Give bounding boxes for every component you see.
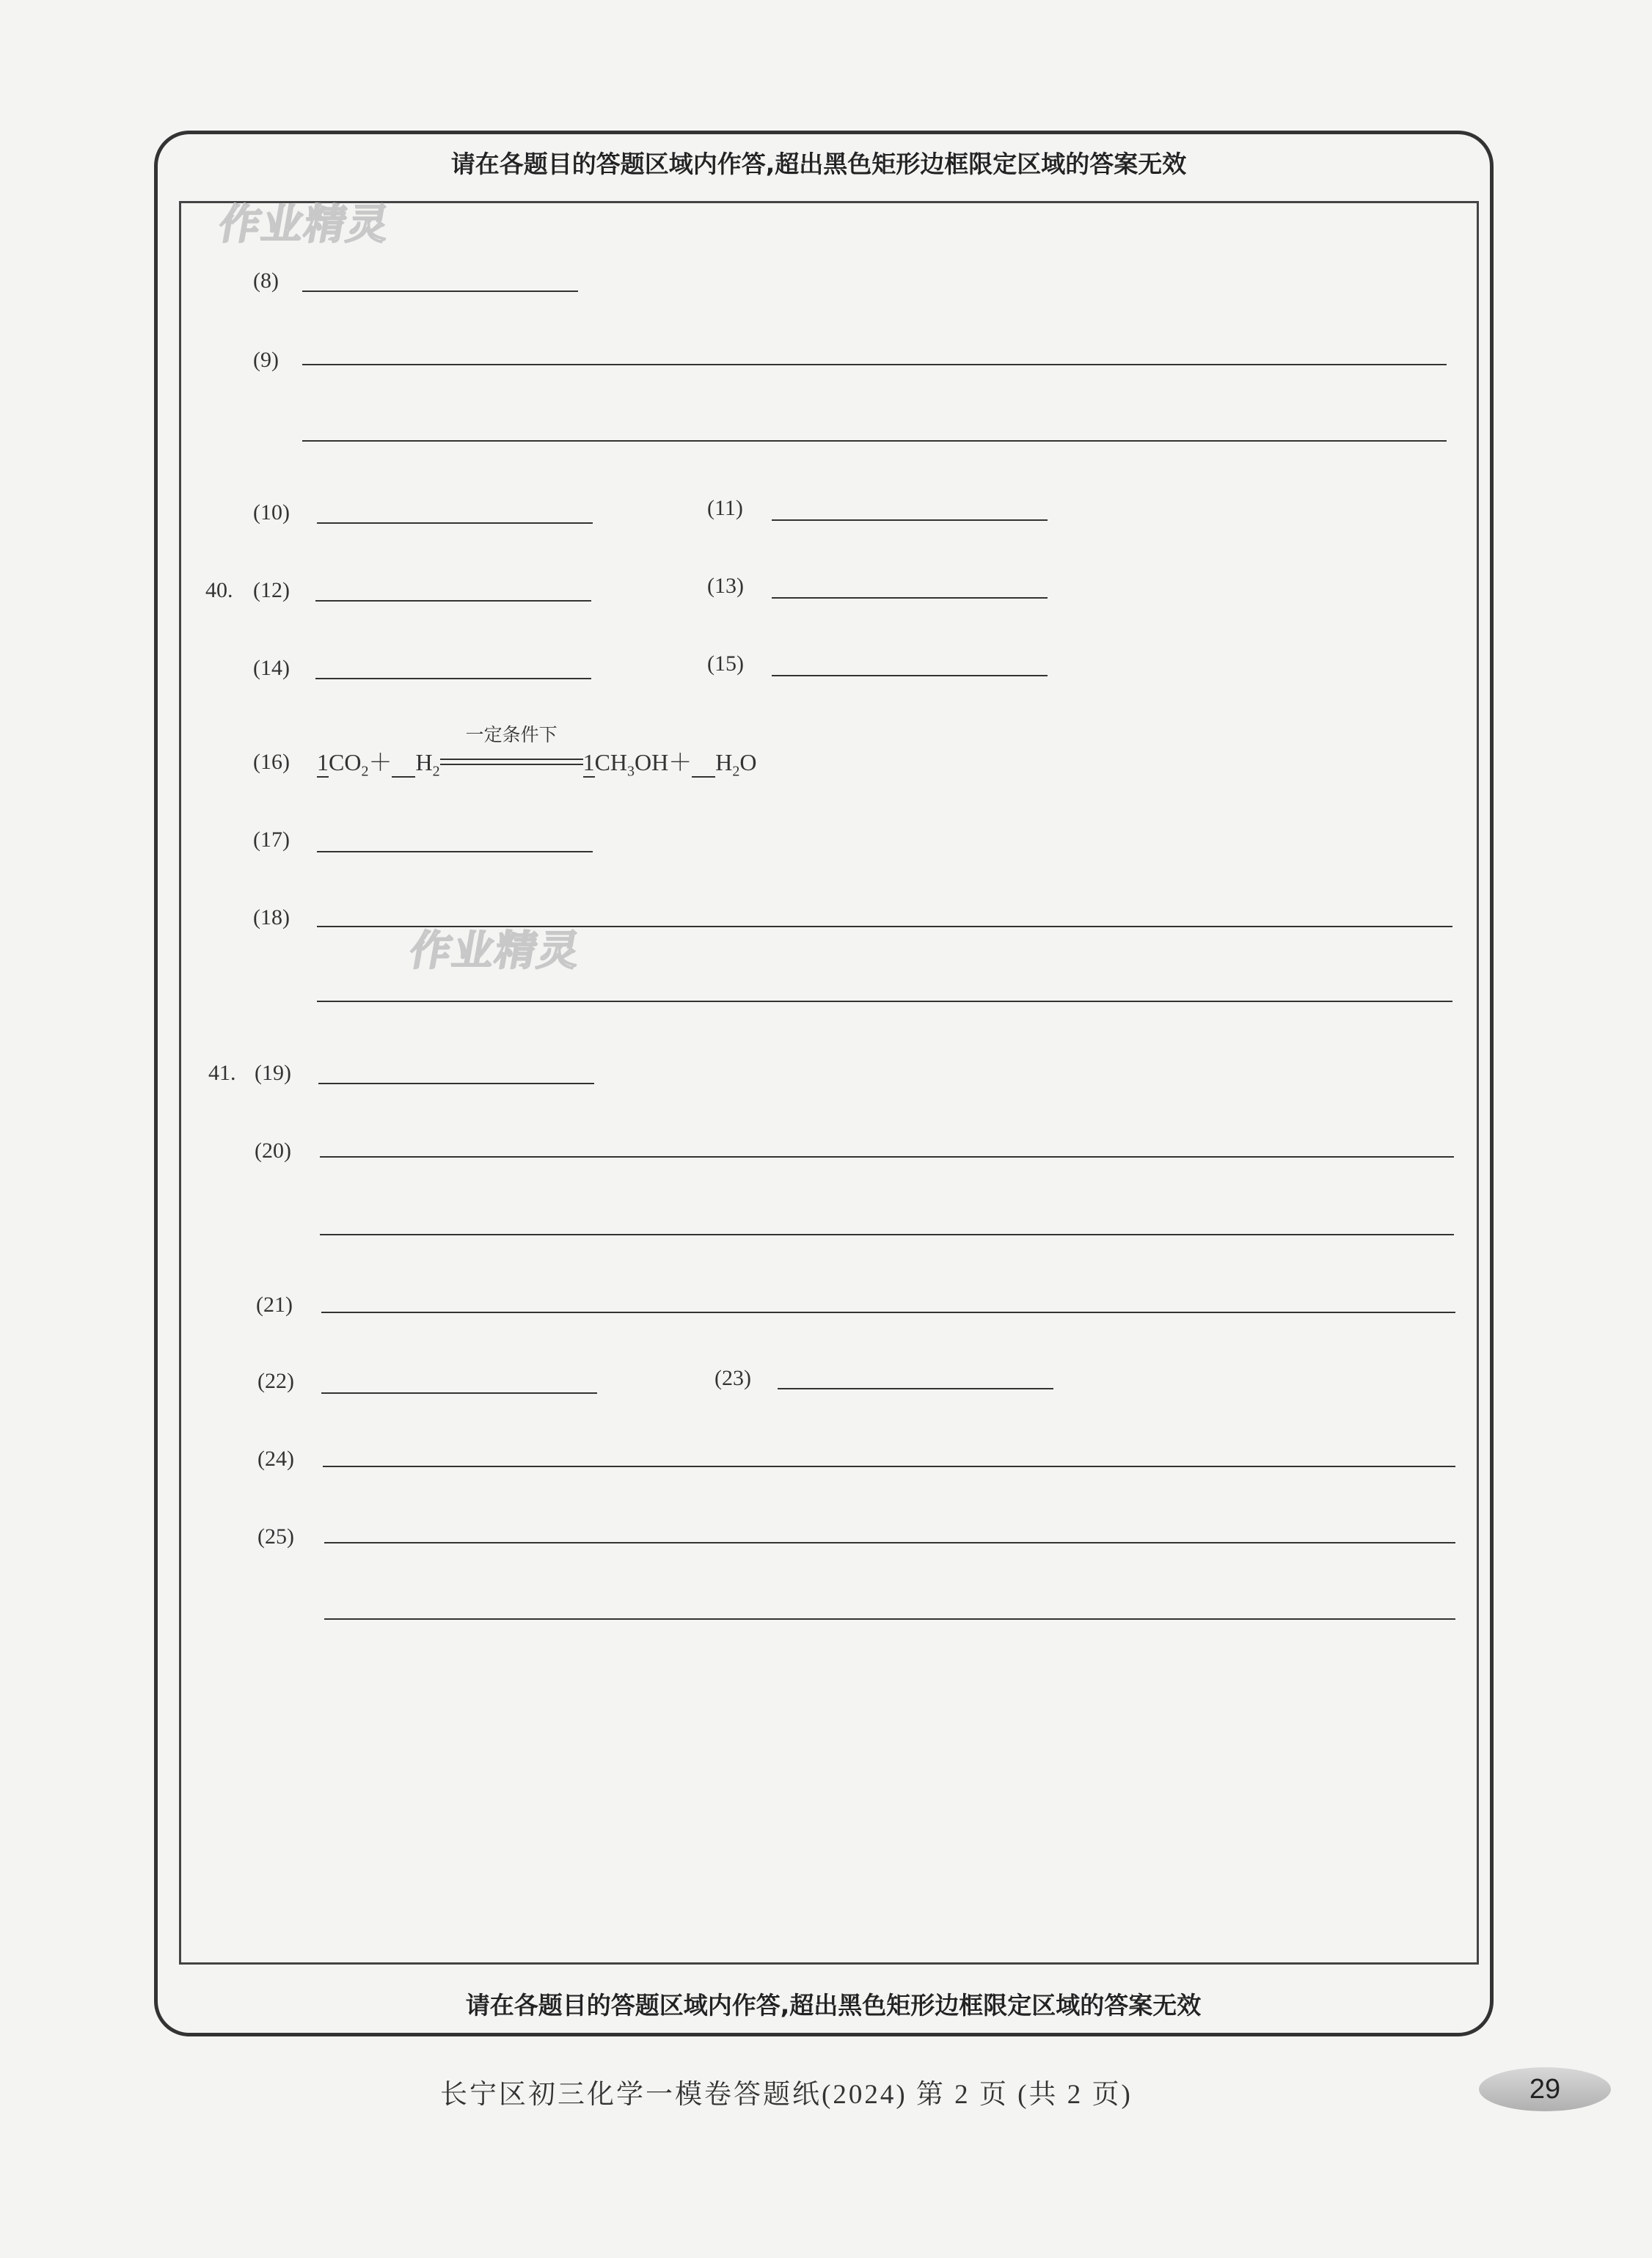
question-label-20: (20) xyxy=(255,1139,291,1163)
equals-sign-icon xyxy=(440,759,583,765)
answer-line-15[interactable] xyxy=(772,675,1048,676)
answer-line-20b[interactable] xyxy=(320,1234,1454,1235)
page-footer: 长宁区初三化学一模卷答题纸(2024) 第 2 页 (共 2 页) xyxy=(440,2080,1133,2110)
answer-line-9b[interactable] xyxy=(302,440,1447,442)
answer-line-11[interactable] xyxy=(772,519,1048,521)
formula-ch3oh-tail: OH xyxy=(635,749,669,775)
question-label-11: (11) xyxy=(707,496,743,520)
subscript-h2: 2 xyxy=(432,763,440,780)
answer-line-13[interactable] xyxy=(772,597,1048,599)
answer-line-8[interactable] xyxy=(302,291,578,292)
page-number-badge: 29 xyxy=(1479,2067,1611,2111)
coefficient-blank-h2[interactable] xyxy=(392,749,415,778)
watermark: 作业精灵 xyxy=(215,201,394,249)
coefficient-ch3oh: 1 xyxy=(582,749,595,775)
answer-line-25b[interactable] xyxy=(324,1618,1455,1620)
reaction-condition: 一定条件下 xyxy=(465,724,558,745)
question-label-23: (23) xyxy=(714,1366,751,1390)
answer-line-20a[interactable] xyxy=(320,1156,1454,1158)
subscript-h2o: 2 xyxy=(732,763,740,780)
answer-line-14[interactable] xyxy=(315,678,591,679)
plus-sign: ＋ xyxy=(368,749,392,775)
subscript-co2: 2 xyxy=(361,763,369,780)
plus-sign: ＋ xyxy=(668,749,692,775)
subscript-ch3oh: 3 xyxy=(627,763,635,780)
answer-line-25a[interactable] xyxy=(324,1542,1455,1543)
answer-line-18b[interactable] xyxy=(317,1001,1452,1002)
question-label-21: (21) xyxy=(256,1293,293,1317)
formula-h2: H xyxy=(415,749,433,775)
question-label-22: (22) xyxy=(257,1369,294,1393)
coefficient-co2: 1 xyxy=(317,749,329,775)
answer-line-21[interactable] xyxy=(321,1312,1455,1313)
question-label-10: (10) xyxy=(253,500,290,525)
answer-line-18a[interactable] xyxy=(317,926,1452,927)
question-label-19: (19) xyxy=(255,1061,291,1085)
formula-h2o-tail: O xyxy=(739,749,757,775)
question-number-40: 40. xyxy=(205,578,233,602)
answer-line-17[interactable] xyxy=(317,851,593,852)
chemical-equation xyxy=(317,724,757,780)
answer-line-10[interactable] xyxy=(317,522,593,524)
formula-co2: CO xyxy=(329,749,362,775)
question-number-41: 41. xyxy=(208,1061,236,1085)
question-label-15: (15) xyxy=(707,651,744,676)
answer-line-19[interactable] xyxy=(318,1083,594,1084)
question-label-24: (24) xyxy=(257,1447,294,1471)
question-label-16: (16) xyxy=(253,750,290,774)
formula-ch3oh: CH xyxy=(594,749,628,775)
reaction-arrow xyxy=(440,724,583,770)
question-label-18: (18) xyxy=(253,905,290,929)
coefficient-blank-ch3oh[interactable] xyxy=(583,749,595,778)
question-label-13: (13) xyxy=(707,574,744,598)
coefficient-blank-h2o[interactable] xyxy=(692,749,715,778)
answer-line-24[interactable] xyxy=(323,1466,1455,1467)
question-label-17: (17) xyxy=(253,827,290,852)
question-label-25: (25) xyxy=(257,1524,294,1549)
answer-line-23[interactable] xyxy=(778,1388,1053,1389)
question-label-14: (14) xyxy=(253,656,290,680)
answer-line-12[interactable] xyxy=(315,600,591,602)
bottom-notice: 请在各题目的答题区域内作答,超出黑色矩形边框限定区域的答案无效 xyxy=(465,1991,1202,2020)
answer-line-22[interactable] xyxy=(321,1392,597,1394)
question-label-8: (8) xyxy=(253,268,279,293)
question-label-9: (9) xyxy=(253,348,279,372)
coefficient-blank-co2[interactable] xyxy=(317,749,329,778)
formula-h2o: H xyxy=(715,749,733,775)
question-label-12: (12) xyxy=(253,578,290,602)
answer-line-9a[interactable] xyxy=(302,364,1447,365)
top-notice: 请在各题目的答题区域内作答,超出黑色矩形边框限定区域的答案无效 xyxy=(450,150,1187,178)
watermark: 作业精灵 xyxy=(406,927,585,975)
